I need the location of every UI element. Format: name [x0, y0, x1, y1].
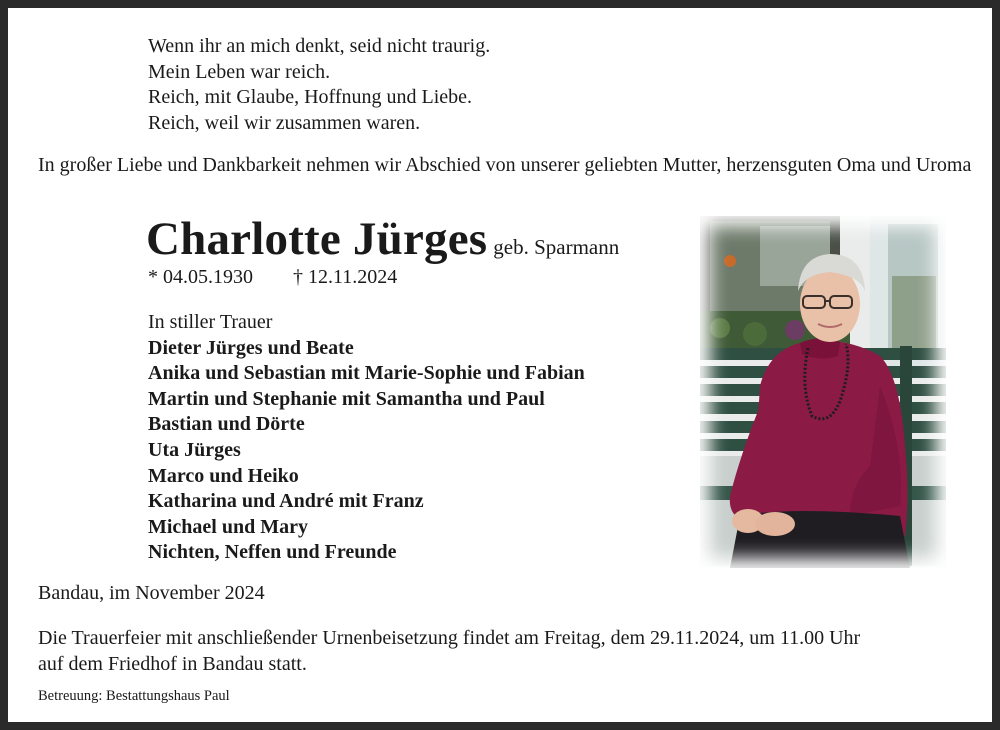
- mourner-entry: Uta Jürges: [148, 438, 241, 461]
- intro-text: In großer Liebe und Dankbarkeit nehmen wir Abschied von unserer geliebten Mutter, herzensguten Oma und Uroma: [38, 154, 972, 176]
- ceremony-info: [38, 625, 983, 677]
- birth-date: * 04.05.1930: [148, 266, 253, 288]
- photo-vignette: [700, 216, 946, 568]
- poem-line: Wenn ihr an mich denkt, seid nicht traurig.: [148, 35, 491, 57]
- mourners-heading: In stiller Trauer: [148, 311, 273, 333]
- mourner-entry: Dieter Jürges und Beate: [148, 336, 354, 359]
- mourner-entry: Nichten, Neffen und Freunde: [148, 541, 397, 564]
- mourner-entry: Michael und Mary: [148, 515, 308, 538]
- death-date: † 12.11.2024: [293, 266, 398, 288]
- poem-line: Reich, mit Glaube, Hoffnung und Liebe.: [148, 86, 473, 108]
- ceremony-line-2: auf dem Friedhof in Bandau statt.: [38, 653, 307, 675]
- funeral-home-credit: Betreuung: Bestattungshaus Paul: [38, 688, 230, 704]
- place-date: Bandau, im November 2024: [38, 582, 265, 604]
- mourner-entry: Katharina und André mit Franz: [148, 490, 424, 513]
- poem-line: Mein Leben war reich.: [148, 60, 331, 83]
- portrait-photo: [700, 216, 946, 568]
- poem: [148, 34, 490, 136]
- mourner-entry: Bastian und Dörte: [148, 413, 305, 436]
- deceased-name: Charlotte Jürges: [146, 213, 488, 265]
- mourner-entry: Anika und Sebastian mit Marie-Sophie und Fabian: [148, 362, 585, 385]
- birth-name: geb. Sparmann: [493, 235, 620, 259]
- ceremony-line-1: Die Trauerfeier mit anschließender Urnenbeisetzung findet am Freitag, dem 29.11.2024, um 11.00 Uhr: [38, 627, 861, 649]
- mourners-list: [148, 310, 585, 566]
- poem-line: Reich, weil wir zusammen waren.: [148, 111, 421, 134]
- deceased-name-line: [146, 212, 619, 266]
- life-dates: [148, 266, 397, 289]
- mourner-entry: Martin und Stephanie mit Samantha und Paul: [148, 387, 545, 410]
- mourner-entry: Marco und Heiko: [148, 464, 299, 487]
